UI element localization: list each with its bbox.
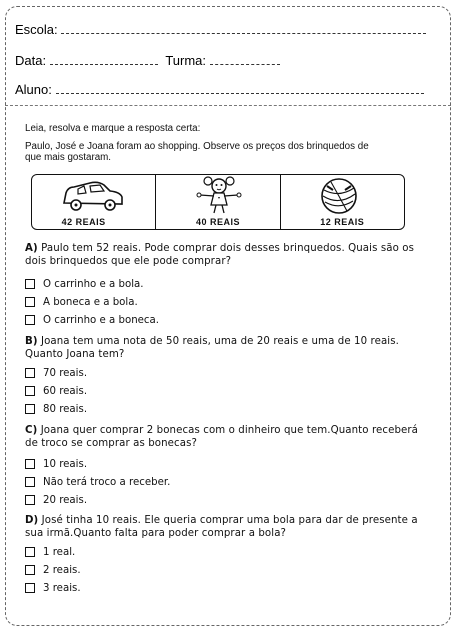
- option-b2[interactable]: [25, 384, 87, 398]
- question-a-text-1: Paulo tem 52 reais. Pode comprar dois desses brinquedos. Quais são os: [41, 243, 414, 254]
- story-line-1: Paulo, José e Joana foram ao shopping. Observe os preços dos brinquedos de: [25, 141, 369, 152]
- option-label: 10 reais.: [43, 458, 88, 470]
- option-c2[interactable]: [25, 475, 170, 489]
- option-label: 80 reais.: [43, 403, 88, 415]
- question-b-letter: B): [25, 336, 38, 347]
- checkbox[interactable]: [25, 368, 35, 378]
- checkbox[interactable]: [25, 279, 35, 289]
- student-field[interactable]: [15, 82, 424, 97]
- question-a-line-1: [25, 242, 414, 255]
- question-c-letter: C): [25, 425, 38, 436]
- school-line[interactable]: [61, 23, 426, 34]
- story-line-2: que mais gostaram.: [25, 152, 112, 163]
- checkbox[interactable]: [25, 404, 35, 414]
- toy-price-panel: [31, 174, 405, 230]
- ball-icon: [317, 176, 361, 220]
- header-divider: [5, 105, 451, 106]
- question-b-text-1: Joana tem uma nota de 50 reais, uma de 20 reais e uma de 10 reais.: [40, 336, 399, 347]
- option-a3[interactable]: [25, 313, 159, 327]
- option-label: 60 reais.: [43, 385, 88, 397]
- checkbox[interactable]: [25, 547, 35, 557]
- option-c3[interactable]: [25, 493, 87, 507]
- option-label: 1 real.: [43, 546, 76, 558]
- option-c1[interactable]: [25, 457, 87, 471]
- checkbox[interactable]: [25, 495, 35, 505]
- class-line[interactable]: [210, 54, 280, 65]
- question-d-line-1: [25, 514, 418, 527]
- option-label: 70 reais.: [43, 367, 88, 379]
- toy-card-doll: [155, 175, 279, 229]
- class-label: Turma:: [165, 53, 207, 68]
- option-d1[interactable]: [25, 545, 75, 559]
- toy-price-car: 42 REAIS: [61, 217, 106, 227]
- toy-card-car: [32, 175, 155, 229]
- date-field[interactable]: [15, 53, 280, 68]
- option-label: O carrinho e a boneca.: [43, 314, 160, 326]
- question-b-text-2: Quanto Joana tem?: [25, 349, 125, 360]
- option-label: A boneca e a bola.: [43, 296, 138, 308]
- question-d-text-1: José tinha 10 reais. Ele queria comprar uma bola para dar de presente a: [41, 515, 418, 526]
- date-line[interactable]: [50, 54, 158, 65]
- toy-card-ball: [280, 175, 404, 229]
- checkbox[interactable]: [25, 315, 35, 325]
- instruction-text: Leia, resolva e marque a resposta certa:: [25, 123, 201, 134]
- question-a-text-2: dois brinquedos que ele pode comprar?: [25, 256, 232, 267]
- question-b-line-1: [25, 335, 399, 348]
- date-label: Data:: [15, 53, 47, 68]
- option-a2[interactable]: [25, 295, 138, 309]
- question-c-text-1: Joana quer comprar 2 bonecas com o dinheiro que tem.Quanto receberá: [40, 425, 419, 436]
- toy-price-ball: 12 REAIS: [320, 217, 365, 227]
- student-label: Aluno:: [15, 82, 52, 97]
- doll-icon: [174, 175, 264, 219]
- option-label: O carrinho e a bola.: [43, 278, 144, 290]
- option-b3[interactable]: [25, 402, 87, 416]
- checkbox[interactable]: [25, 565, 35, 575]
- question-c-line-1: [25, 424, 418, 437]
- question-a-letter: A): [25, 243, 38, 254]
- checkbox[interactable]: [25, 297, 35, 307]
- question-d-letter: D): [25, 515, 39, 526]
- option-label: 2 reais.: [43, 564, 81, 576]
- option-a1[interactable]: [25, 277, 144, 291]
- option-label: 3 reais.: [43, 582, 81, 594]
- school-field[interactable]: [15, 22, 426, 37]
- car-icon: [54, 177, 134, 217]
- toy-price-doll: 40 REAIS: [195, 217, 240, 227]
- checkbox[interactable]: [25, 477, 35, 487]
- checkbox[interactable]: [25, 583, 35, 593]
- student-line[interactable]: [56, 83, 424, 94]
- checkbox[interactable]: [25, 386, 35, 396]
- checkbox[interactable]: [25, 459, 35, 469]
- option-b1[interactable]: [25, 366, 87, 380]
- school-label: Escola:: [15, 22, 58, 37]
- option-d3[interactable]: [25, 581, 81, 595]
- option-label: 20 reais.: [43, 494, 88, 506]
- option-label: Não terá troco a receber.: [43, 476, 171, 488]
- question-c-text-2: de troco se comprar as bonecas?: [25, 438, 198, 449]
- question-d-text-2: sua irmã.Quanto falta para poder comprar a bola?: [25, 528, 287, 539]
- option-d2[interactable]: [25, 563, 81, 577]
